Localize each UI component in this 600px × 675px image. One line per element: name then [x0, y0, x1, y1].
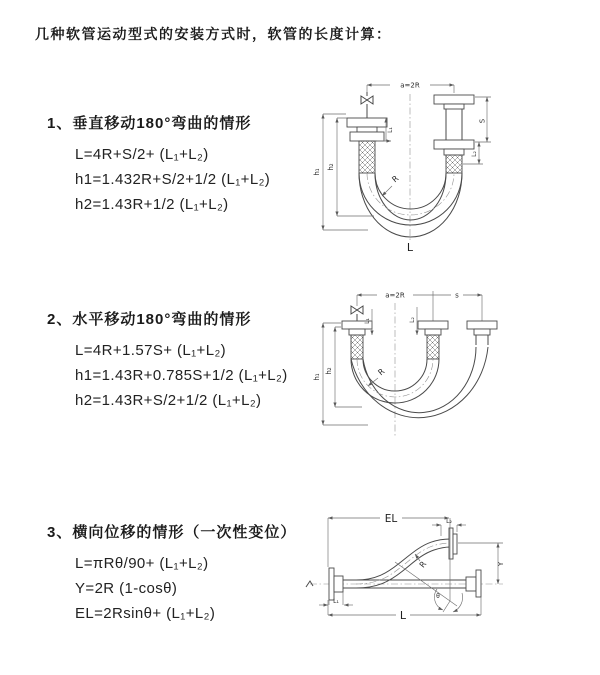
- dimension-width: [357, 290, 482, 321]
- radius-label: R: [390, 173, 401, 185]
- dim-label-l1: L₁: [333, 598, 339, 605]
- formula-line: h2=1.43R+S/2+1/2 (L₁+L₂): [75, 392, 262, 409]
- dim-label-h1: h₁: [313, 168, 321, 176]
- dim-label-width: a=2R: [385, 291, 405, 300]
- left-flange: [329, 568, 343, 600]
- section-heading: 3、横向位移的情形（一次性变位）: [47, 524, 297, 541]
- dim-label-h1: h₁: [313, 373, 321, 381]
- s-curve-hose: [356, 539, 450, 588]
- formula-line: Y=2R (1-cosθ): [75, 580, 178, 597]
- dim-label-l2: L₂: [446, 518, 452, 525]
- dim-label-h2: h₂: [327, 163, 335, 171]
- radius-label: R: [417, 559, 429, 570]
- hose-u-bend: [351, 347, 488, 418]
- section-lateral-displacement: [47, 521, 296, 628]
- angle-theta: [434, 589, 462, 612]
- pipe-break-symbol: [306, 581, 313, 587]
- dim-label-l2: L₂: [409, 317, 416, 323]
- length-label: L: [406, 241, 414, 254]
- dimension-width: [367, 80, 454, 93]
- braided-hose-section: [446, 155, 462, 173]
- dim-label-y: Y: [497, 561, 505, 567]
- formula-line: h1=1.432R+S/2+1/2 (L₁+L₂): [75, 171, 271, 188]
- braided-hose-section: [351, 335, 363, 359]
- formula-line: h2=1.43R+1/2 (L₁+L₂): [75, 196, 229, 213]
- formula-line: h1=1.43R+0.785S+1/2 (L₁+L₂): [75, 367, 288, 384]
- braided-hose-section: [359, 141, 375, 173]
- section-heading: 2、水平移动180°弯曲的情形: [47, 311, 252, 328]
- dimension-y: [458, 543, 505, 584]
- formula-line: L=πRθ/90+ (L₁+L₂): [75, 555, 209, 572]
- dimension-l: [328, 597, 481, 622]
- dim-label-l1: L₁: [364, 318, 371, 324]
- dim-label-s: S: [478, 118, 487, 124]
- diagram-lateral-displacement: [300, 498, 600, 668]
- diagram-horizontal-180-bend: [310, 285, 600, 465]
- valve-icon: [361, 92, 373, 118]
- dim-label-s: s: [455, 291, 459, 300]
- formula-line: L=4R+1.57S+ (L₁+L₂): [75, 342, 227, 359]
- radius-leader: [382, 174, 401, 196]
- section-horizontal-180: [47, 308, 288, 415]
- formula-line: EL=2Rsinθ+ (L₁+L₂): [75, 605, 216, 622]
- dim-label-h2: h₂: [325, 367, 333, 375]
- angle-label: θ: [436, 593, 440, 600]
- right-fitting: [434, 95, 474, 155]
- formula-line: L=4R+S/2+ (L₁+L₂): [75, 146, 209, 163]
- middle-fitting: [418, 321, 448, 335]
- moved-fitting: [467, 321, 497, 345]
- section-heading: 1、垂直移动180°弯曲的情形: [47, 115, 252, 132]
- dim-label-l1: L₁: [387, 127, 394, 133]
- dim-label-l: L: [399, 609, 407, 622]
- section-vertical-180: [47, 112, 270, 219]
- dim-label-l2: L₂: [471, 151, 478, 157]
- left-fitting: [347, 118, 387, 141]
- dim-label-el: EL: [384, 513, 398, 525]
- radius-label: R: [376, 366, 387, 378]
- valve-icon: [351, 306, 363, 321]
- hose-u-bend: [359, 173, 462, 237]
- dim-label-width: a=2R: [400, 81, 420, 90]
- page-title: 几种软管运动型式的安装方式时，软管的长度计算：: [35, 26, 392, 42]
- dimension-l1: [319, 592, 353, 605]
- right-flange: [466, 570, 481, 597]
- dimension-l2: [409, 307, 417, 335]
- diagram-vertical-180-bend: [310, 70, 600, 270]
- braided-hose-section: [427, 335, 439, 359]
